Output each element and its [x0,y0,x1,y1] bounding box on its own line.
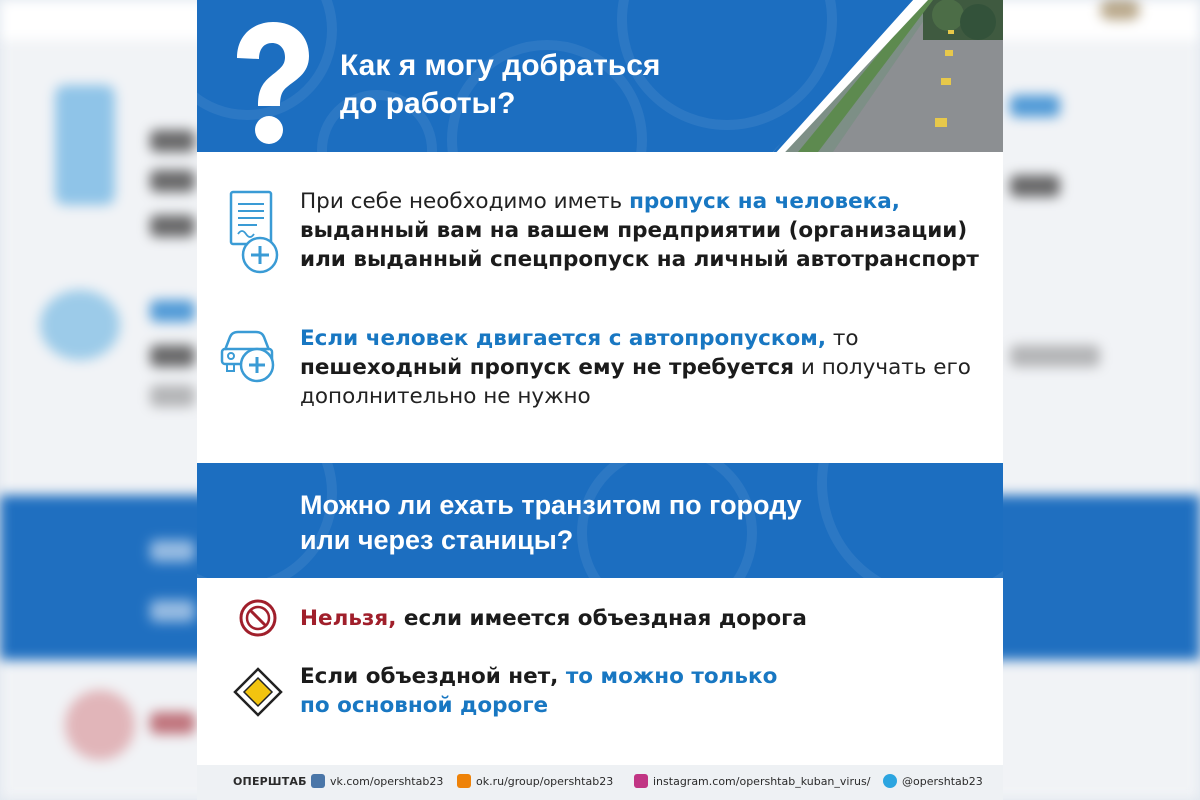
social-footer [197,765,1003,800]
car-info-text [300,324,980,411]
pass-info-part1: При себе необходимо иметь [300,189,630,214]
header-banner [197,0,1003,152]
footer-instagram-link[interactable]: instagram.com/opershtab_kuban_virus/ [653,775,871,788]
question-mark-icon [225,20,315,150]
header-title: Как я могу добраться до работы? [340,49,661,120]
rule-yes-bold: Если объездной нет, [300,664,559,689]
pass-info-highlight: пропуск на человека, [629,189,900,214]
ok-icon [457,774,471,788]
transit-title: Можно ли ехать транзитом по городу или через станицы? [300,490,802,555]
road-photo [773,0,1003,152]
telegram-icon [883,774,897,788]
instagram-icon [634,774,648,788]
pass-info-bold: выданный вам на вашем предприятии (организации) или выданный спецпропуск на личный автотранспорт [300,218,979,272]
rule-yes-highlight-2: по основной дороге [300,693,549,718]
footer-brand: ОПЕРШТАБ [233,775,307,788]
rule-no-red: Нельзя, [300,606,397,631]
rule-no-rest: если имеется объездная дорога [396,606,807,631]
priority-road-sign-icon [233,667,283,717]
rule-no-text [300,604,980,633]
no-entry-sign-icon [238,598,278,638]
footer-vk-link[interactable]: vk.com/opershtab23 [330,775,444,788]
car-info-bold: пешеходный пропуск ему не требуется [300,355,795,380]
car-plus-icon [219,320,279,385]
footer-telegram-link[interactable]: @opershtab23 [902,775,983,788]
rule-yes-highlight-1: то можно только [558,664,778,689]
car-info-highlight: Если человек двигается с автопропуском, [300,326,827,351]
info-card [197,0,1003,800]
footer-ok-link[interactable]: ok.ru/group/opershtab23 [476,775,614,788]
car-info-part2: то [826,326,859,351]
document-plus-icon [229,188,284,276]
transit-banner [197,463,1003,578]
rule-yes-text [300,662,980,720]
pass-info-text [300,187,980,274]
car-info-part4: и получать его дополнительно не нужно [300,355,971,409]
vk-icon [311,774,325,788]
